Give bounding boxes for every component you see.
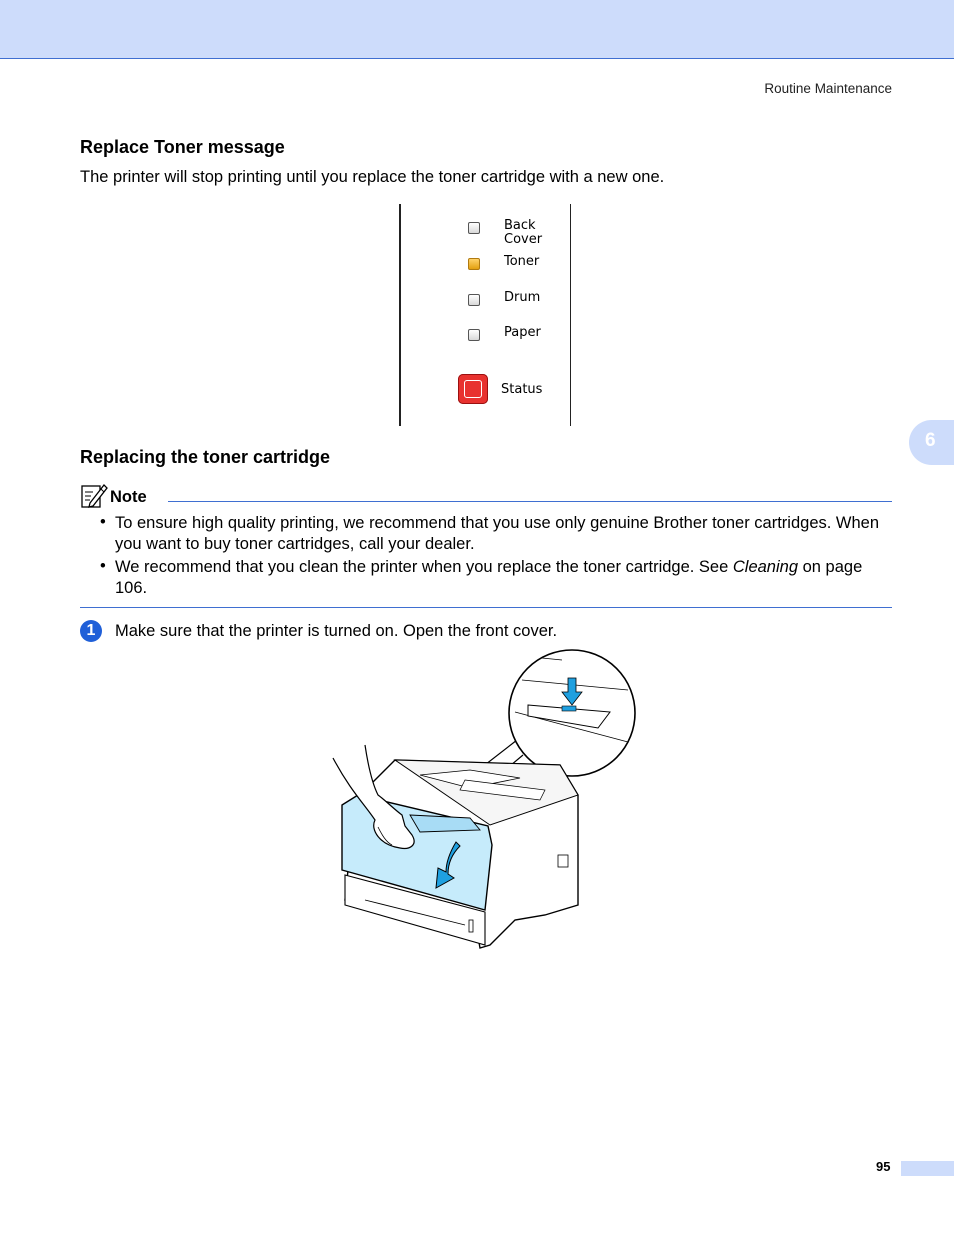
panel-right-border (570, 204, 571, 426)
section-text-replace-toner: The printer will stop printing until you replace the toner cartridge with a new one. (80, 168, 665, 186)
bullet-2-text-before: We recommend that you clean the printer when you replace the toner cartridge. See (115, 558, 733, 576)
note-top-rule (168, 501, 892, 502)
section-title-replacing-toner-cartridge: Replacing the toner cartridge (80, 447, 331, 467)
chapter-tab (909, 420, 954, 465)
note-bottom-rule (80, 607, 892, 608)
bullet-2-text-after: on page 106. (115, 558, 863, 597)
step-1-text: Make sure that the printer is turned on. Open the front cover. (115, 622, 558, 640)
step-number-badge: 1 (80, 620, 102, 642)
led-indicator (468, 294, 480, 306)
cleaning-link[interactable]: Cleaning (732, 558, 799, 576)
section-title-replace-toner-message: Replace Toner message (80, 137, 285, 157)
header-band (0, 0, 954, 59)
running-header: Routine Maintenance (764, 81, 892, 96)
led-indicator (468, 329, 480, 341)
page-number: 95 (876, 1159, 891, 1174)
note-label: Note (110, 488, 147, 506)
chapter-number: 6 (925, 430, 936, 451)
status-label: Status (501, 382, 543, 397)
led-indicator-lit (468, 258, 480, 270)
note-bullet-1: To ensure high quality printing, we recommend that you use only genuine Brother toner cartridges. When you want to buy toner cartridges, call your dealer. (115, 514, 880, 553)
led-label: Toner (504, 254, 540, 269)
page-number-bar (901, 1161, 954, 1176)
note-pencil-icon (80, 481, 108, 509)
led-label: Drum (504, 290, 541, 305)
panel-left-border (399, 204, 401, 426)
bullet-marker: • (100, 557, 106, 575)
led-label: Back Cover (504, 218, 543, 247)
printer-front-cover-illustration (330, 648, 640, 950)
note-bullet-2 (115, 557, 891, 599)
status-led (458, 374, 488, 404)
bullet-marker: • (100, 513, 106, 531)
led-indicator (468, 222, 480, 234)
led-label: Paper (504, 325, 541, 340)
